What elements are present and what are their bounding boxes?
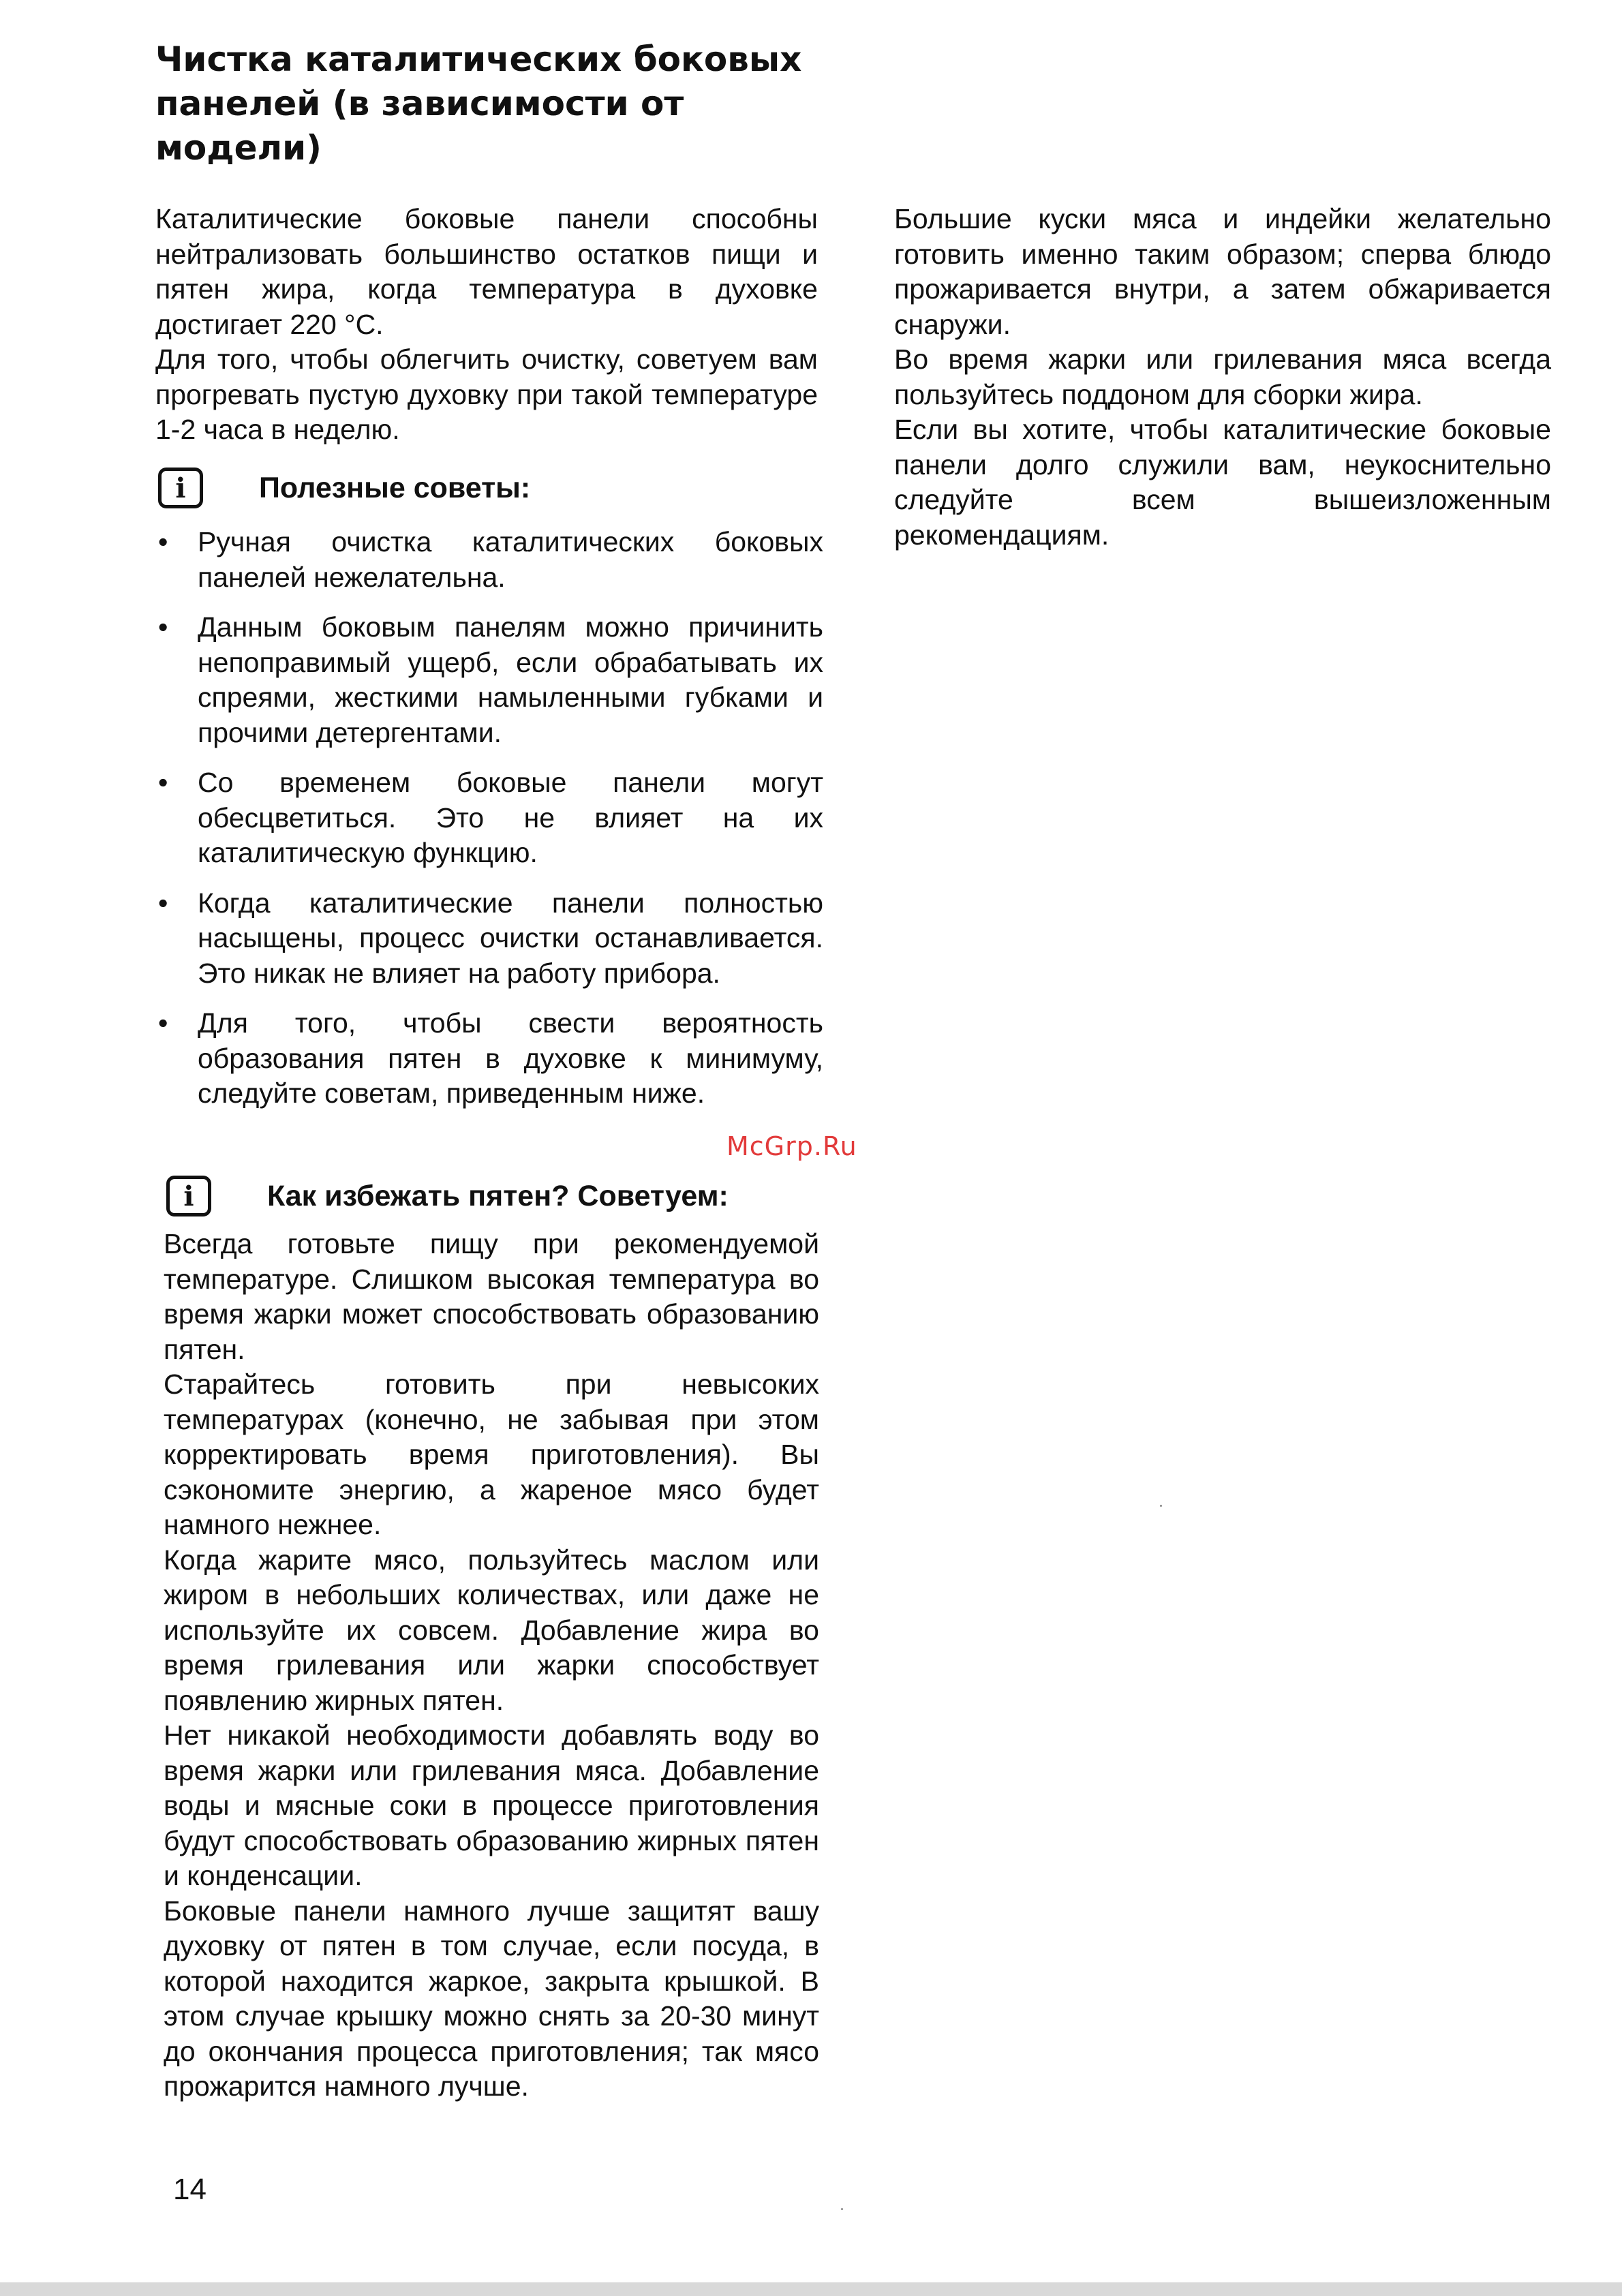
advice-paragraph: Нет никакой необходимости добавлять воду во время жарки или грилевания мяса. Добавление воды и мясные соки в процессе приготовления будут способствовать образованию жирных пятен и конденсации. <box>164 1719 819 1891</box>
list-item: • Ручная очистка каталитических боковых панелей нежелательна. <box>155 525 823 595</box>
advice-paragraph: Боковые панели намного лучше защитят вашу духовку от пятен в том случае, если посуда, в которой находится жаркое, закрыта крышкой. В этом случае крышку можно снять за 20-30 минут до окончания процесса приготовления; так мясо прожарится намного лучше. <box>164 1895 819 2102</box>
list-item: • Со временем боковые панели могут обесцветиться. Это не влияет на их каталитическую функцию. <box>155 765 823 871</box>
right-paragraph: Во время жарки или грилевания мяса всегда пользуйтесь поддоном для сборки жира. <box>894 343 1551 410</box>
page-number: 14 <box>173 2173 206 2206</box>
advice-heading-row <box>166 1176 729 1216</box>
scan-speck <box>841 2208 843 2210</box>
list-item: • Для того, чтобы свести вероятность образования пятен в духовке к минимуму, следуйте советам, приведенным ниже. <box>155 1006 823 1112</box>
section-title: Чистка каталитических боковых панелей (в зависимости от модели) <box>155 40 802 168</box>
scan-edge <box>0 2282 1622 2296</box>
intro-paragraph: Для того, чтобы облегчить очистку, советуем вам прогревать пустую духовку при такой температуре 1-2 часа в неделю. <box>155 343 818 445</box>
scan-speck <box>1160 1505 1162 1507</box>
right-column-text <box>894 202 1551 553</box>
intro-text <box>155 202 818 448</box>
tips-heading: Полезные советы: <box>259 471 531 504</box>
advice-paragraph: Всегда готовьте пищу при рекомендуемой температуре. Слишком высокая температура во время жарки может способствовать образованию пятен. <box>164 1228 819 1365</box>
list-item: • Данным боковым панелям можно причинить непоправимый ущерб, если обрабатывать их спреями, жесткими намыленными губками и прочими детергентами. <box>155 610 823 750</box>
right-paragraph: Большие куски мяса и индейки желательно готовить именно таким образом; сперва блюдо прожаривается внутри, а затем обжаривается снаружи. <box>894 203 1551 340</box>
advice-paragraph: Старайтесь готовить при невысоких температурах (конечно, не забывая при этом корректировать время приготовления). Вы сэкономите энергию, а жареное мясо будет намного нежнее. <box>164 1368 819 1540</box>
info-icon: i <box>158 468 203 508</box>
info-icon: i <box>166 1176 211 1216</box>
advice-paragraph: Когда жарите мясо, пользуйтесь маслом или жиром в небольших количествах, или даже не используйте их совсем. Добавление жира во время грилевания или жарки способствует появлению жирных пятен. <box>164 1544 819 1716</box>
watermark: McGrp.Ru <box>726 1131 857 1161</box>
advice-heading: Как избежать пятен? Советуем: <box>267 1179 729 1212</box>
intro-paragraph: Каталитические боковые панели способны нейтрализовать большинство остатков пищи и пятен жира, когда температура в духовке достигает 220 °C. <box>155 203 818 340</box>
list-item: • Когда каталитические панели полностью насыщены, процесс очистки останавливается. Это никак не влияет на работу прибора. <box>155 886 823 992</box>
right-paragraph: Если вы хотите, чтобы каталитические боковые панели долго служили вам, неукоснительно следуйте всем вышеизложенным рекомендациям. <box>894 414 1551 551</box>
tips-list <box>155 525 823 1127</box>
tips-heading-row <box>158 468 530 508</box>
advice-text <box>164 1227 819 2104</box>
